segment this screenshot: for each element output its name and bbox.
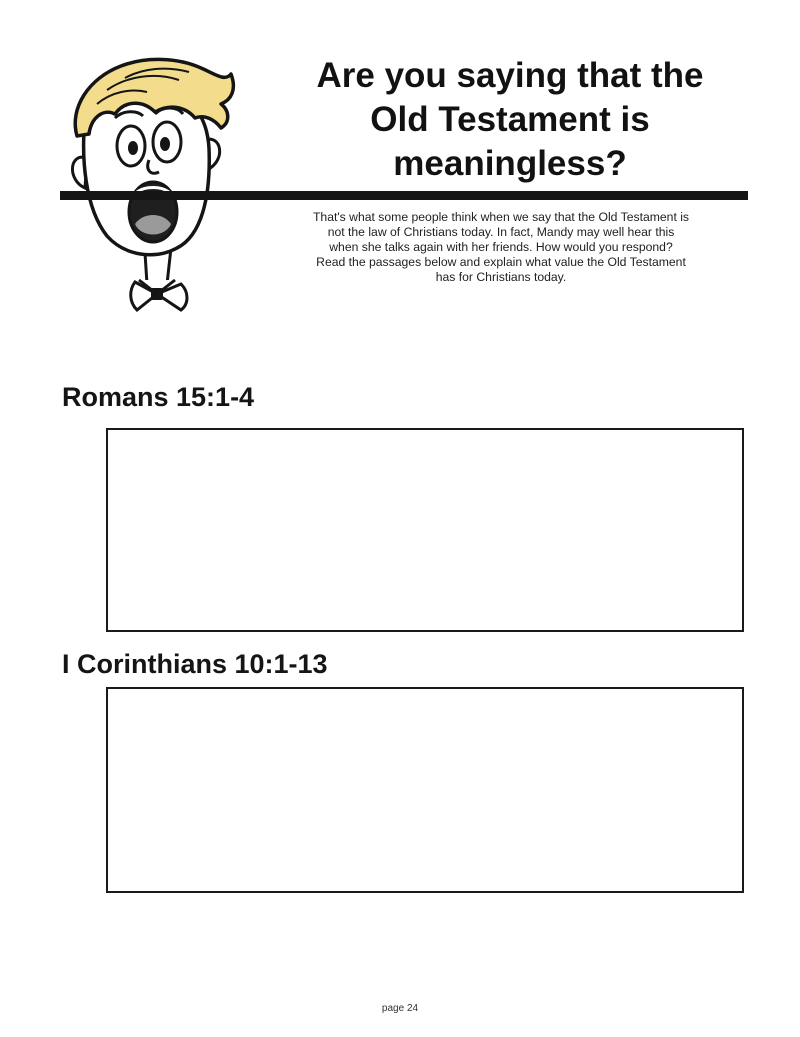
intro-line-5: has for Christians today.: [435, 270, 567, 284]
intro-line-1: That's what some people think when we say that the Old Testament is: [312, 210, 690, 224]
intro-line-3: when she talks again with her friends. How would you respond?: [329, 240, 673, 254]
title-line-1: Are you saying that the: [316, 56, 704, 95]
page-title: [255, 54, 765, 186]
title-line-3: meaningless?: [393, 144, 627, 183]
title-line-2: Old Testament is: [370, 100, 650, 139]
intro-paragraph: [252, 210, 750, 285]
section-heading-corinthians: I Corinthians 10:1-13: [62, 649, 328, 679]
intro-line-4: Read the passages below and explain what value the Old Testament: [316, 255, 686, 269]
shocked-boy-illustration: [55, 48, 245, 318]
intro-line-2: not the law of Christians today. In fact, Mandy may well hear this: [327, 225, 675, 239]
page-number: page 24: [381, 1003, 419, 1014]
section-heading-romans: Romans 15:1-4: [62, 382, 255, 412]
answer-box-corinthians[interactable]: [106, 687, 744, 893]
title-divider: [60, 191, 748, 200]
answer-box-romans[interactable]: [106, 428, 744, 632]
